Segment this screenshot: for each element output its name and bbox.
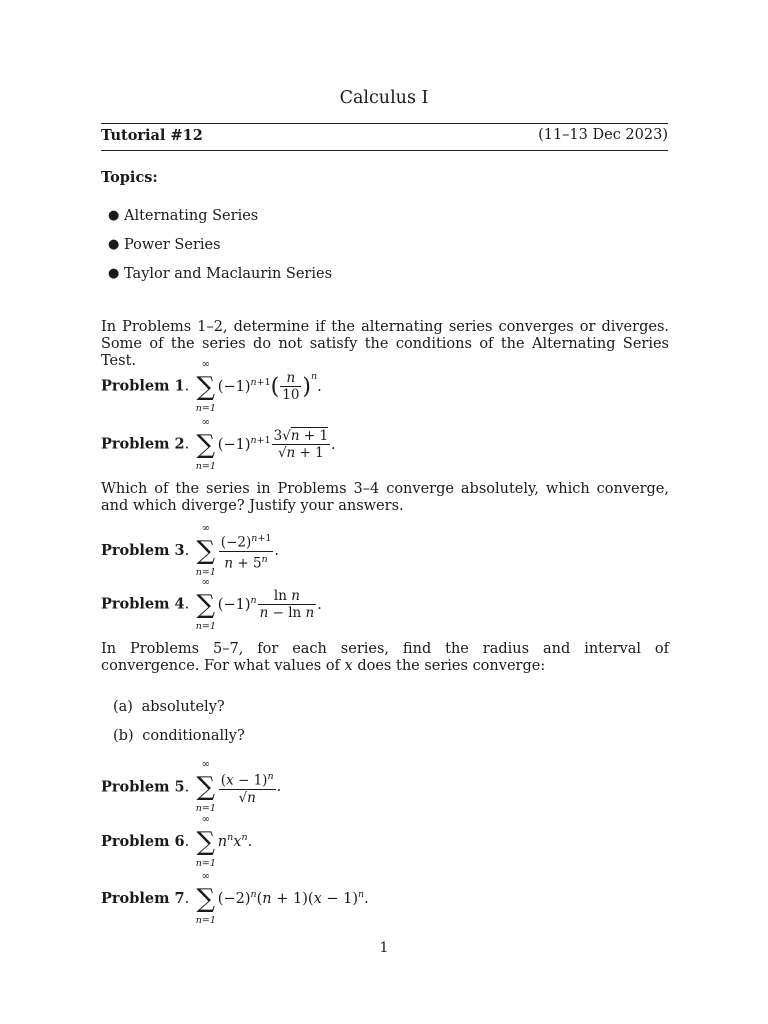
page-number: 1	[379, 940, 389, 956]
problem-label: Problem 1	[101, 377, 185, 395]
problem-formula: ∞ ∑ n=1 $(-1)^n$ $\frac{\text{ln n}}{\text{n − ln n}}$ .	[195, 576, 322, 632]
problem-6: Problem 6. ∞ ∑ n=1 $n^nx^n$.	[101, 814, 253, 869]
instruction-problems-1-2: In Problems 1–2, determine if the alternating series converges or diverges. Some of the series do not satisfy the conditions of the Alternating Series Test.	[101, 319, 669, 369]
problem-formula: ∞ ∑ n=1 $\frac{(x - 1)^n}{√n}$ .	[195, 759, 282, 815]
problem-2: Problem 2. ∞ ∑ n=1 $(-1)^{n+1}$ $\frac{3√n + 1}{√n + 1}$ .	[101, 416, 336, 472]
problem-formula: ∞ ∑ n=1 $(-1)^{n+1}$( $\frac{n}{10}$ )$^n$.	[195, 358, 322, 414]
problem-1: Problem 1. ∞ ∑ n=1 $(-1)^{n+1}$( $\frac{n}{10}$ )$^n$.	[101, 358, 322, 414]
instruction-problems-5-7: In Problems 5–7, for each series, find the radius and interval of convergence. For what values of x does the series converge:	[101, 641, 669, 674]
header-top-rule	[101, 123, 668, 124]
option-a: (a) absolutely?	[113, 699, 225, 715]
bullet-icon: ●	[108, 237, 120, 252]
problem-label: Problem 6	[101, 833, 185, 850]
problem-formula: ∞ ∑ n=1 $n^nx^n$.	[195, 814, 253, 869]
problem-4: Problem 4. ∞ ∑ n=1 $(-1)^n$ $\frac{\text{ln n}}{\text{n − ln n}}$ .	[101, 576, 322, 632]
problem-label: Problem 2	[101, 435, 185, 453]
problem-5: Problem 5. ∞ ∑ n=1 $\frac{(x - 1)^n}{√n}$ .	[101, 759, 282, 815]
problem-label: Problem 3	[101, 542, 185, 559]
problem-formula: ∞ ∑ n=1 $(-2)^n(n + 1)(x - 1)^n$.	[195, 871, 369, 926]
header-bottom-rule	[101, 150, 668, 151]
bullet-icon: ●	[108, 208, 120, 223]
option-b: (b) conditionally?	[113, 728, 245, 744]
problem-3: Problem 3. ∞ ∑ n=1 $\frac{(-2)^{n+1}}{n + 5^n}$ .	[101, 523, 279, 578]
topic-item: ● Alternating Series	[108, 208, 259, 224]
problem-label: Problem 4	[101, 595, 185, 613]
problem-formula: ∞ ∑ n=1 $(-1)^{n+1}$ $\frac{3√n + 1}{√n + 1}$ .	[195, 416, 336, 472]
problem-7: Problem 7. ∞ ∑ n=1 $(-2)^n(n + 1)(x - 1)^n$.	[101, 871, 369, 926]
problem-label: Problem 5	[101, 778, 185, 796]
bullet-icon: ●	[108, 266, 120, 281]
instruction-problems-3-4: Which of the series in Problems 3–4 converge absolutely, which converge, and which diverge? Justify your answers.	[101, 481, 669, 514]
document-title: Calculus I	[339, 88, 429, 108]
topics-heading: Topics:	[101, 169, 158, 186]
problem-label: Problem 7	[101, 890, 185, 907]
topic-item: ● Power Series	[108, 237, 221, 253]
topic-item: ● Taylor and Maclaurin Series	[108, 266, 333, 282]
tutorial-number: Tutorial #12	[101, 127, 203, 144]
problem-formula: ∞ ∑ n=1 $\frac{(-2)^{n+1}}{n + 5^n}$ .	[195, 523, 279, 578]
tutorial-dates: (11–13 Dec 2023)	[538, 127, 668, 143]
